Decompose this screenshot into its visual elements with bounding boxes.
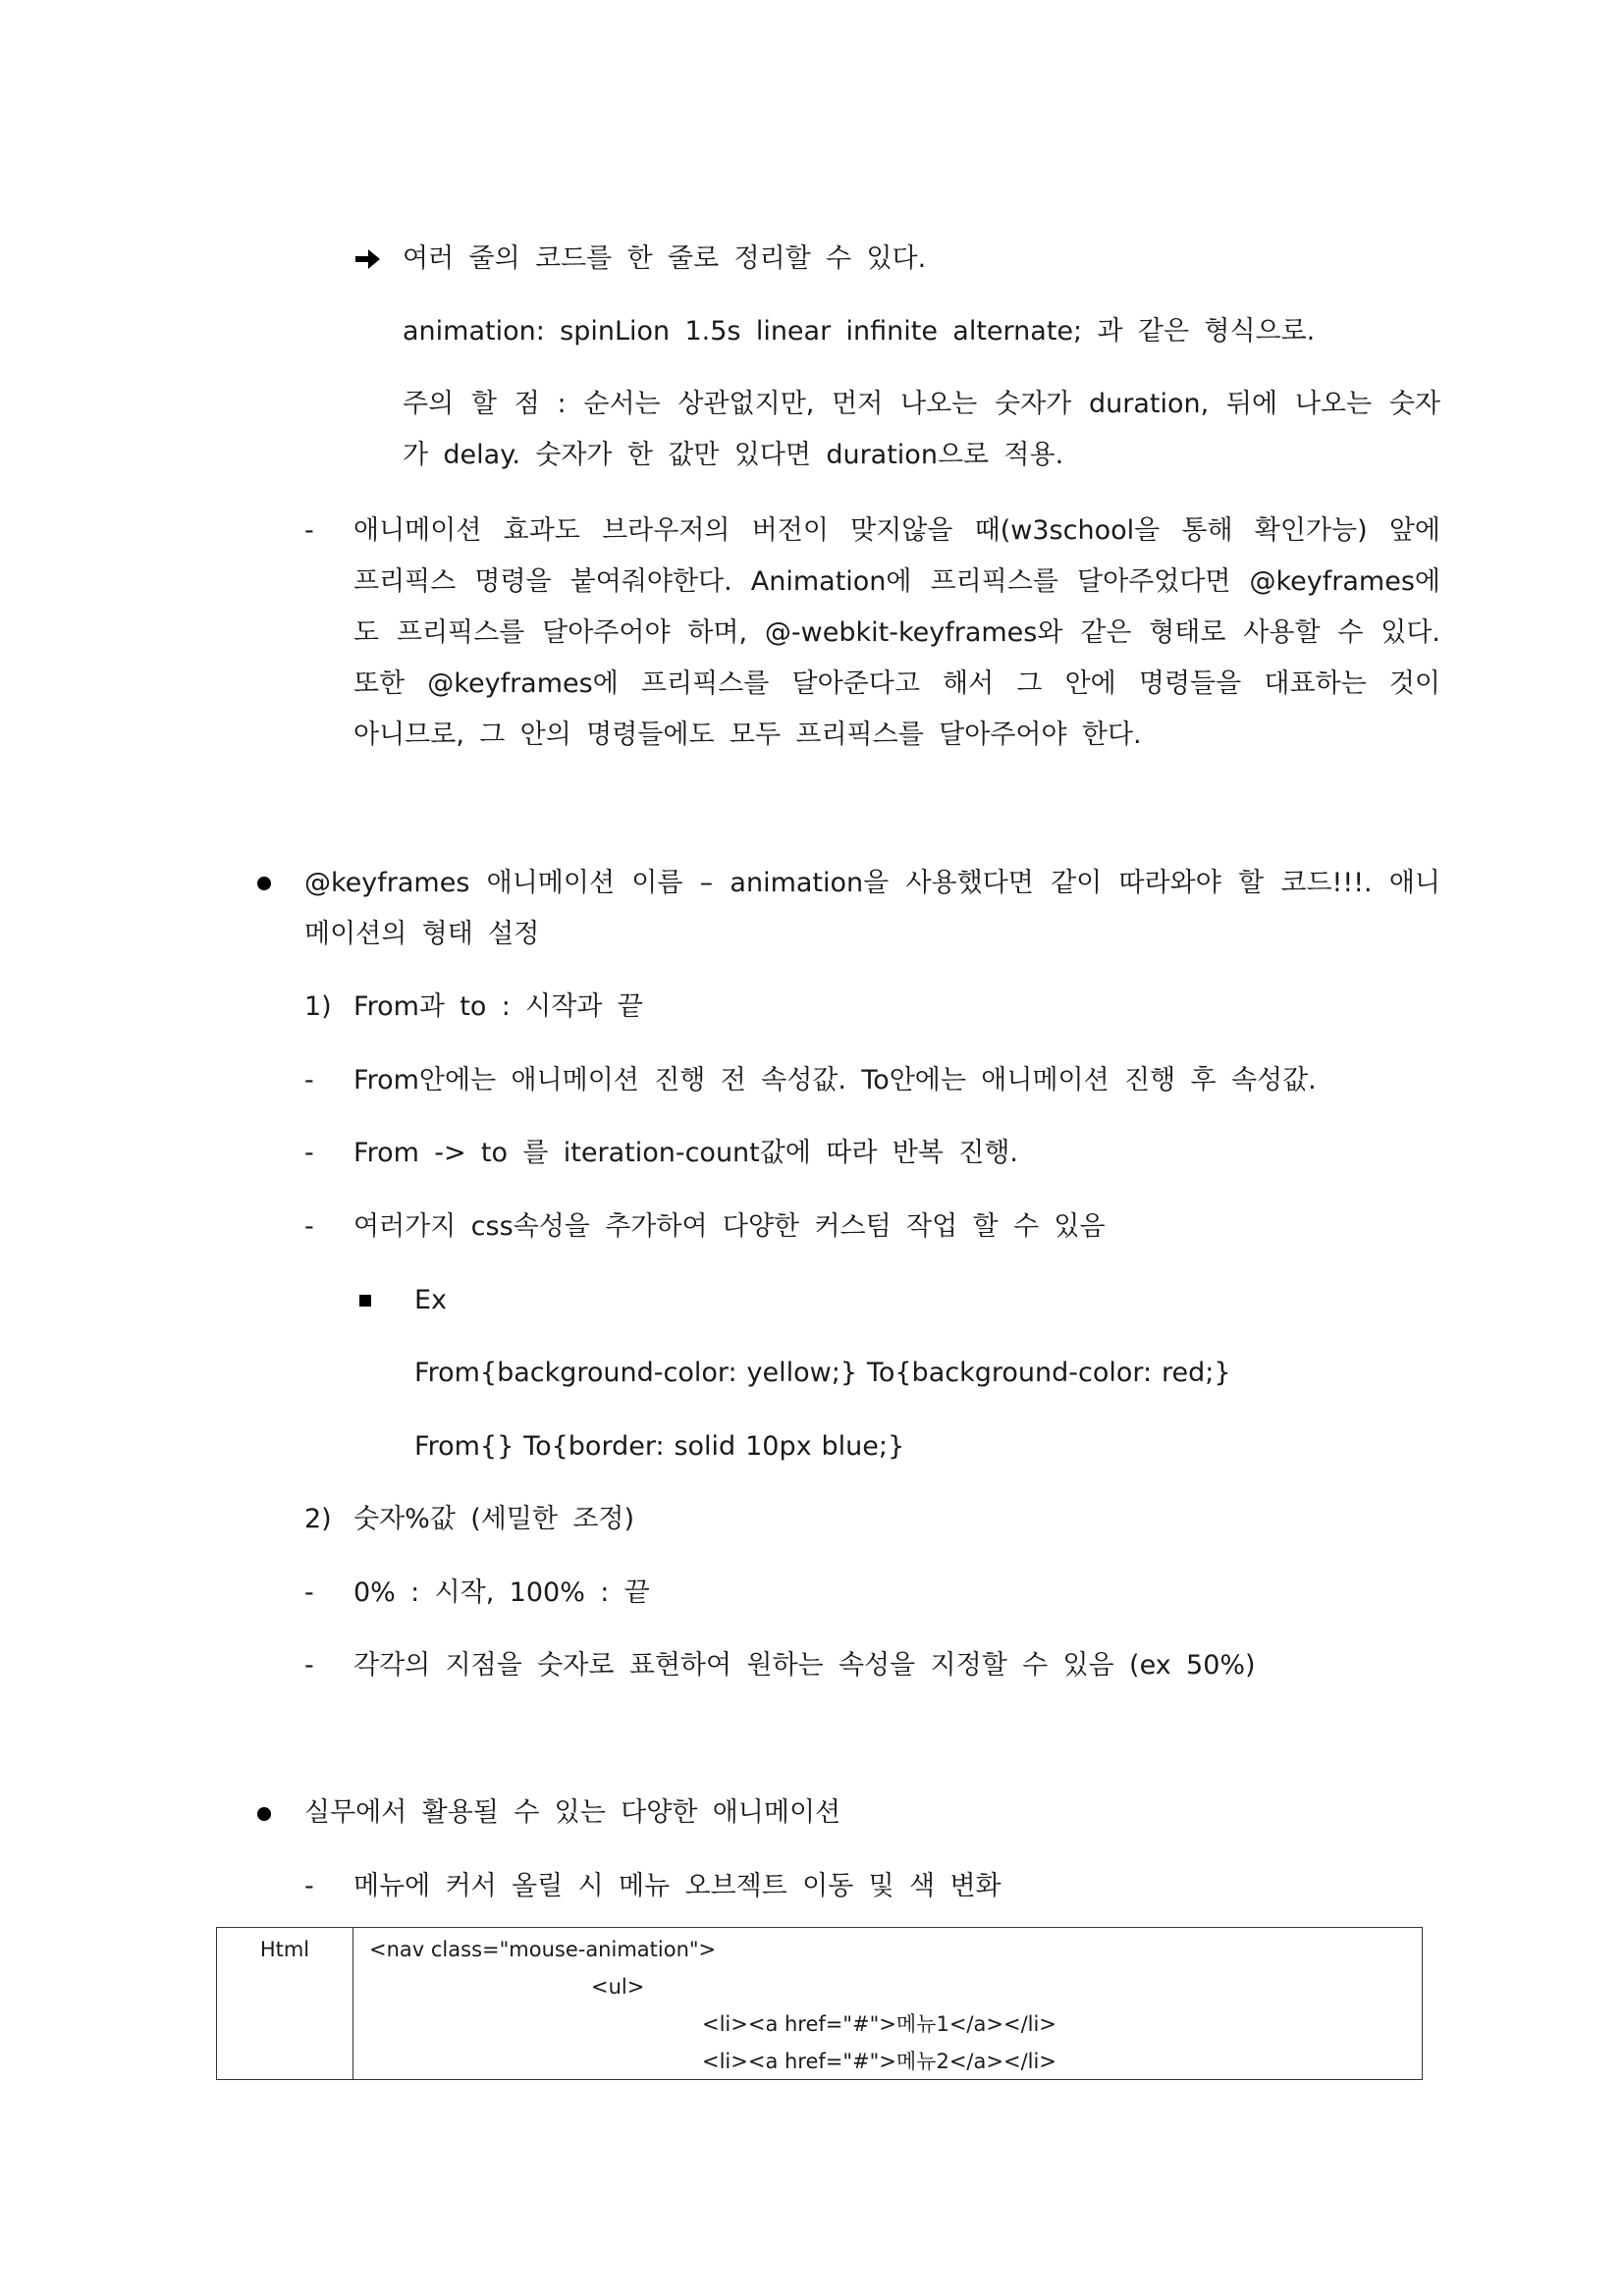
- sub2-item-2: 각각의 지점을 숫자로 표현하여 원하는 속성을 지정할 수 있음 (ex 50%): [353, 1650, 1256, 1681]
- bullet-icon: [257, 877, 271, 890]
- ex-label: Ex: [414, 1285, 448, 1315]
- dash-marker: -: [304, 1871, 314, 1901]
- square-bullet-icon: [359, 1295, 371, 1307]
- code-cell: [353, 1928, 1423, 2080]
- dash-marker: -: [304, 515, 314, 546]
- prefix-line-4: 또한 @keyframes에 프리픽스를 달아준다고 해서 그 안에 명령들을 대표하는 것이: [353, 668, 1440, 699]
- code-line: <nav class="mouse-animation">: [369, 1938, 717, 1961]
- keyframes-title-line-1: @keyframes 애니메이션 이름 – animation을 사용했다면 같이 따라와야 할 코드!!!. 애니: [304, 868, 1440, 898]
- prefix-line-1: 애니메이션 효과도 브라우저의 버전이 맞지않을 때(w3school을 통해 확인가능) 앞에: [353, 515, 1440, 546]
- dash-marker: -: [304, 1065, 314, 1095]
- practice-item: 메뉴에 커서 올릴 시 메뉴 오브젝트 이동 및 색 변화: [353, 1871, 1001, 1901]
- dash-marker: -: [304, 1138, 314, 1168]
- caution-line-2: 가 delay. 숫자가 한 값만 있다면 duration으로 적용.: [403, 440, 1064, 470]
- prefix-line-5: 아니므로, 그 안의 명령들에도 모두 프리픽스를 달아주어야 한다.: [353, 720, 1142, 750]
- dash-marker: -: [304, 1211, 314, 1242]
- sub1-number: 1): [304, 991, 332, 1022]
- sub2-item-1: 0% : 시작, 100% : 끝: [353, 1577, 650, 1608]
- prefix-line-2: 프리픽스 명령을 붙여줘야한다. Animation에 프리픽스를 달아주었다면 @keyframes에: [353, 566, 1440, 597]
- sub1-item-3: 여러가지 css속성을 추가하여 다양한 커스텀 작업 할 수 있음: [353, 1211, 1106, 1242]
- code-line: <ul>: [591, 1975, 645, 1999]
- sub1-item-1: From안에는 애니메이션 진행 전 속성값. To안에는 애니메이션 진행 후 속성값.: [353, 1065, 1317, 1095]
- dash-marker: -: [304, 1650, 314, 1681]
- sub2-number: 2): [304, 1504, 332, 1534]
- arrow-item-text: 여러 줄의 코드를 한 줄로 정리할 수 있다.: [403, 243, 927, 274]
- code-line: <li><a href="#">메뉴2</a></li>: [702, 2050, 1056, 2073]
- bullet-icon: [257, 1807, 271, 1821]
- ex-line-1: From{background-color: yellow;} To{background-color: red;}: [414, 1358, 1231, 1388]
- sub1-item-2: From -> to 를 iteration-count값에 따라 반복 진행.: [353, 1138, 1018, 1168]
- ex-line-2: From{} To{border: solid 10px blue;}: [414, 1431, 905, 1462]
- caution-line-1: 주의 할 점 : 순서는 상관없지만, 먼저 나오는 숫자가 duration, 뒤에 나오는 숫자: [403, 389, 1440, 419]
- arrow-right-icon: [355, 248, 381, 270]
- practice-title: 실무에서 활용될 수 있는 다양한 애니메이션: [304, 1797, 841, 1828]
- prefix-line-3: 도 프리픽스를 달아주어야 하며, @-webkit-keyframes와 같은 형태로 사용할 수 있다.: [353, 617, 1440, 648]
- keyframes-title-line-2: 메이션의 형태 설정: [304, 919, 540, 949]
- code-table: [216, 1927, 1423, 2080]
- sub1-title: From과 to : 시작과 끝: [353, 991, 643, 1022]
- code-language-label: Html: [217, 1928, 353, 2080]
- code-line: <li><a href="#">메뉴1</a></li>: [702, 2012, 1056, 2036]
- animation-shorthand-example: animation: spinLion 1.5s linear infinite alternate; 과 같은 형식으로.: [403, 316, 1316, 347]
- sub2-title: 숫자%값 (세밀한 조정): [353, 1504, 635, 1534]
- dash-marker: -: [304, 1577, 314, 1608]
